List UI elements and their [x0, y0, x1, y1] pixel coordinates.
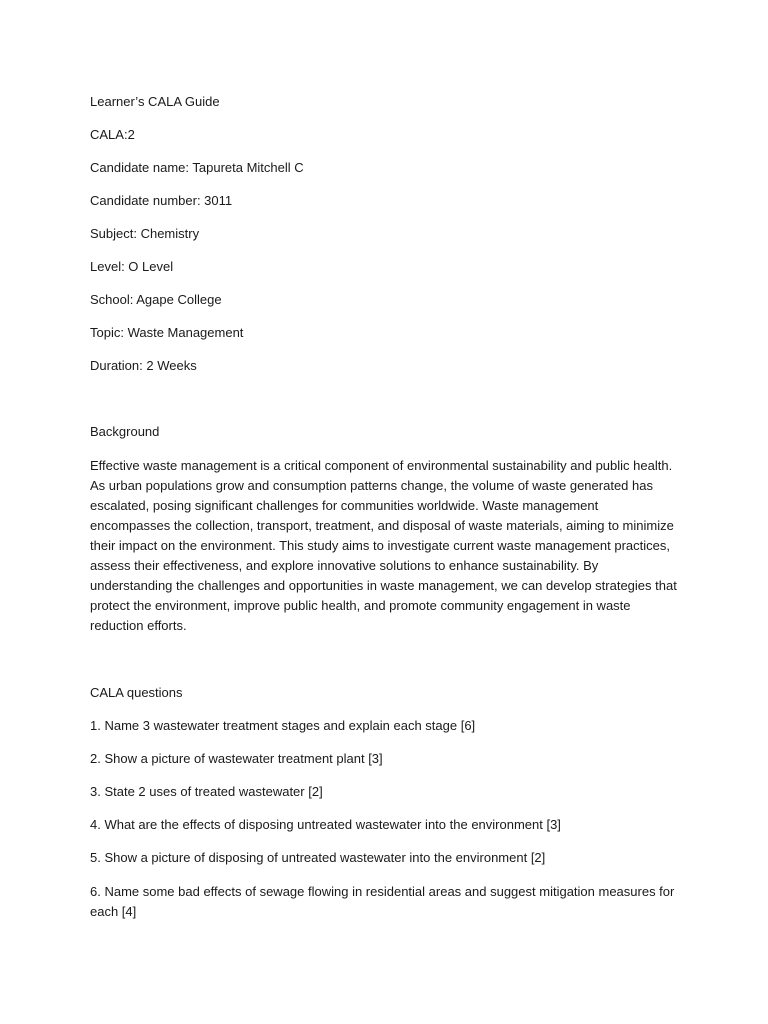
cala-number: CALA:2	[90, 127, 135, 142]
question-item: 6. Name some bad effects of sewage flowing in residential areas and suggest mitigation measures for each [4]	[90, 884, 675, 919]
question-item: 2. Show a picture of wastewater treatment plant [3]	[90, 751, 383, 766]
background-paragraph: Effective waste management is a critical component of environmental sustainability and public health. As urban populations grow and consumption patterns change, the volume of waste generated has escalated, posing significant challenges for communities worldwide. Waste management encompasses the collection, transport, treatment, and disposal of waste materials, aiming to minimize their impact on the environment. This study aims to investigate current waste management practices, assess their effectiveness, and explore innovative solutions to enhance sustainability. By understanding the challenges and opportunities in waste management, we can develop strategies that protect the environment, improve public health, and promote community engagement in waste reduction efforts.	[90, 458, 677, 633]
question-item: 1. Name 3 wastewater treatment stages and explain each stage [6]	[90, 718, 476, 733]
level: Level: O Level	[90, 259, 174, 274]
question-item: 4. What are the effects of disposing untreated wastewater into the environment [3]	[90, 817, 561, 832]
duration: Duration: 2 Weeks	[90, 358, 197, 373]
section-gap	[90, 390, 682, 423]
candidate-number: Candidate number: 3011	[90, 193, 233, 208]
subject: Subject: Chemistry	[90, 226, 200, 241]
topic: Topic: Waste Management	[90, 325, 244, 340]
section-gap	[90, 651, 682, 684]
question-item: 5. Show a picture of disposing of untreated wastewater into the environment [2]	[90, 850, 546, 865]
document-content	[90, 93, 682, 922]
background-heading: Background	[90, 424, 160, 439]
school: School: Agape College	[90, 292, 222, 307]
document-title: Learner’s CALA Guide	[90, 94, 220, 109]
question-item: 3. State 2 uses of treated wastewater [2]	[90, 784, 323, 799]
questions-heading: CALA questions	[90, 685, 183, 700]
candidate-name: Candidate name: Tapureta Mitchell C	[90, 160, 304, 175]
